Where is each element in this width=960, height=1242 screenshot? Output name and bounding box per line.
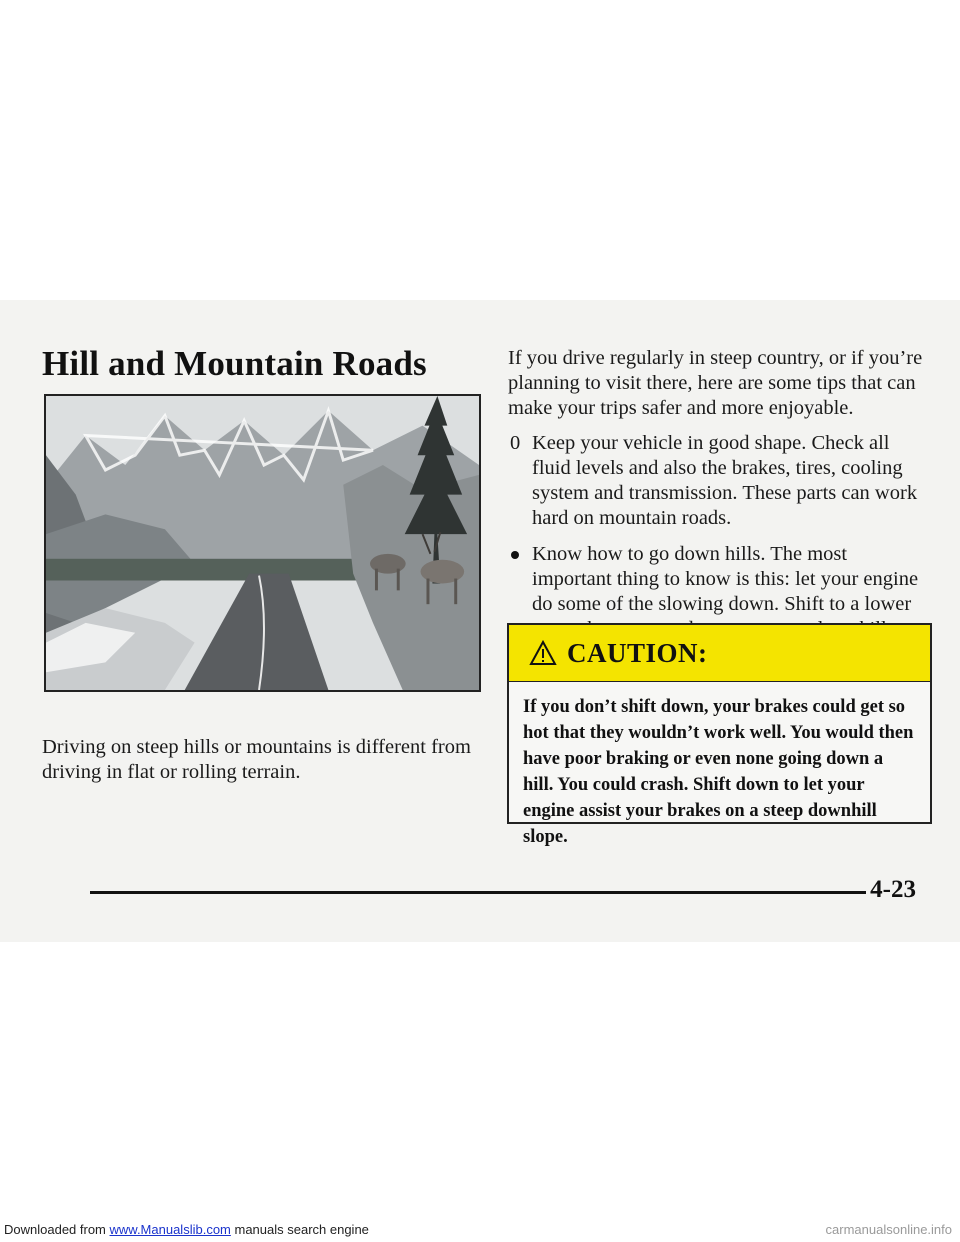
caution-label: CAUTION:	[567, 637, 708, 668]
intro-left-paragraph: Driving on steep hills or mountains is different from driving in flat or rolling terrain.	[42, 736, 471, 783]
tip-list-item	[508, 431, 928, 531]
caution-header	[509, 625, 930, 682]
tip-text: Keep your vehicle in good shape. Check all fluid levels and also the brakes, tires, cooling system and transmission. These parts can work hard on mountain roads.	[532, 432, 918, 529]
bullet-marker: 0	[510, 432, 521, 454]
warning-triangle-icon	[529, 640, 557, 666]
tip-text: Know how to go down hills. The most important thing to know is this: let your engine do some of the slowing down. Shift to a lower	[532, 543, 919, 615]
mountain-road-image	[46, 396, 479, 690]
page-title: Hill and Mountain Roads	[42, 344, 427, 383]
footer-suffix: manuals search engine	[230, 1222, 369, 1237]
manualslib-link[interactable]: www.Manualslib.com	[109, 1222, 231, 1237]
tips-intro: If you drive regularly in steep country, or if you’re planning to visit there, here are some tips that can make your trips safer and more enjoyable.	[508, 347, 923, 419]
mountain-road-illustration	[44, 394, 481, 692]
manual-page	[0, 300, 960, 942]
footer-prefix: Downloaded from	[4, 1222, 110, 1237]
caution-text: If you don’t shift down, your brakes could get so hot that they wouldn’t work well. You would then have poor braking or even none going down a hill. You could crash. Shift down to let your engine assist your brakes on a steep downhill slope.	[523, 697, 914, 847]
site-watermark: carmanualsonline.info	[825, 1222, 952, 1237]
tips-column	[508, 346, 928, 653]
caution-box	[507, 623, 932, 847]
download-footer	[4, 1222, 369, 1237]
page-number: 4-23	[870, 876, 916, 903]
footer-rule	[90, 891, 866, 894]
bullet-dot-icon	[511, 551, 519, 559]
